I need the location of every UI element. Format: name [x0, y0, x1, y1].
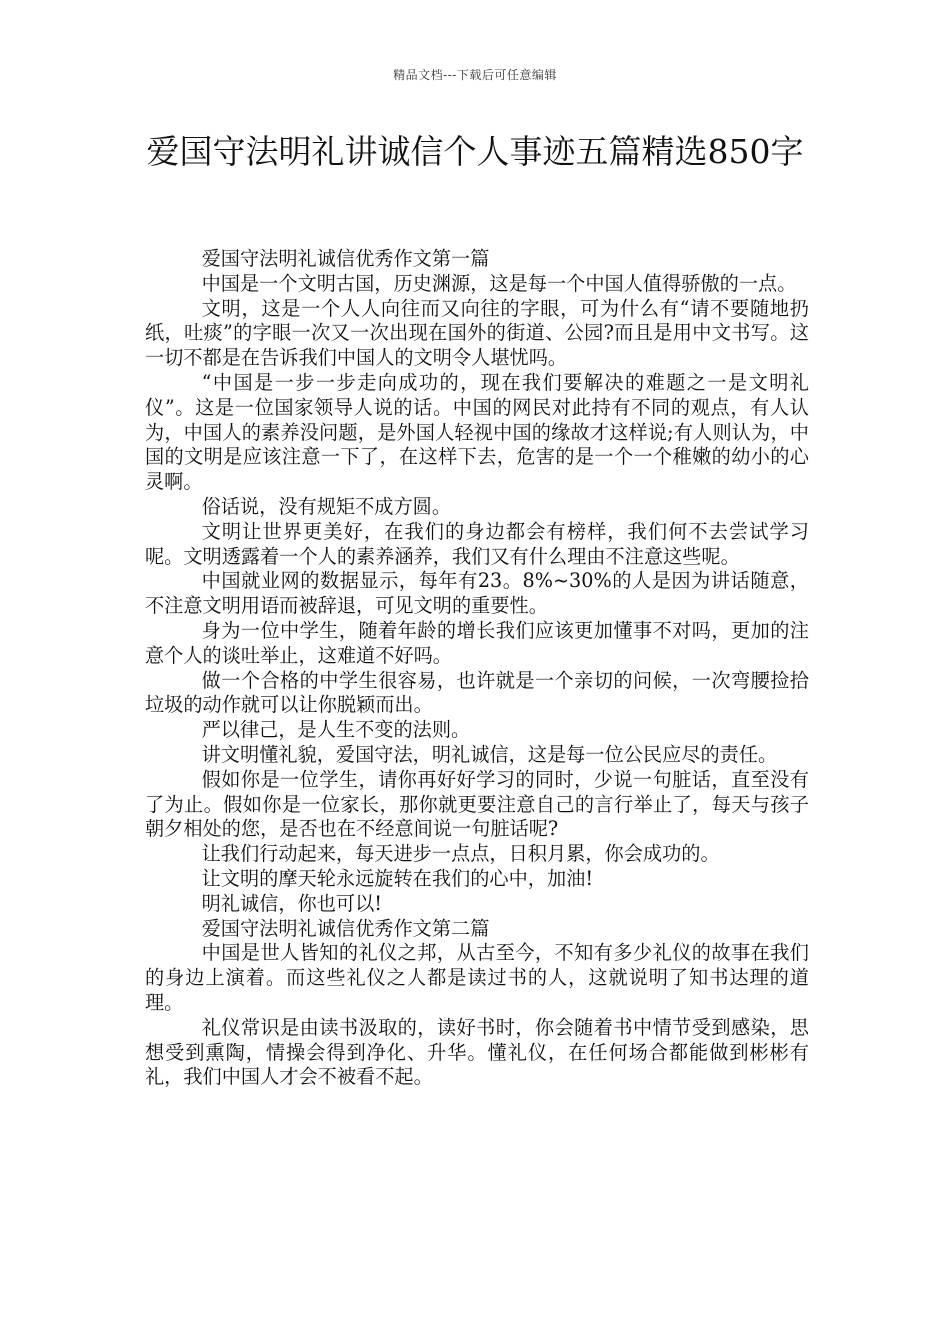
- paragraph: 中国是世人皆知的礼仪之邦，从古至今，不知有多少礼仪的故事在我们的身边上演着。而这些礼仪之人都是读过书的人，这就说明了知书达理的道理。: [145, 941, 809, 1014]
- page-header-note: 精品文档---下载后可任意编辑: [393, 68, 557, 82]
- paragraph: 做一个合格的中学生很容易，也许就是一个亲切的问候，一次弯腰捡拾垃圾的动作就可以让你脱颖而出。: [145, 668, 809, 717]
- paragraph: 让我们行动起来，每天进步一点点，日积月累，你会成功的。: [201, 842, 720, 866]
- paragraph: 中国就业网的数据显示，每年有23。8%~30%的人是因为讲话随意，不注意文明用语而被辞退，可见文明的重要性。: [145, 569, 809, 618]
- paragraph: 假如你是一位学生，请你再好好学习的同时，少说一句脏话，直至没有了为止。假如你是一位家长，那你就更要注意自己的言行举止了，每天与孩子朝夕相处的您，是否也在不经意间说一句脏话呢?: [145, 767, 809, 841]
- paragraph: “中国是一步一步走向成功的，现在我们要解决的难题之一是文明礼仪”。这是一位国家领导人说的话。中国的网民对此持有不同的观点，有人认为，中国人的素养没问题，是外国人轻视中国的缘故才这样说;有人则认为，中国的文明是应该注意一下了，在这样下去，危害的是一个一个稚嫩的幼小的心灵啊。: [145, 370, 809, 494]
- document-body: [145, 247, 809, 1090]
- section-heading-2: 爱国守法明礼诚信优秀作文第二篇: [201, 916, 490, 940]
- paragraph: 明礼诚信，你也可以!: [201, 891, 383, 915]
- paragraph: 文明让世界更美好，在我们的身边都会有榜样，我们何不去尝试学习呢。文明透露着一个人的素养涵养，我们又有什么理由不注意这些呢。: [145, 519, 809, 568]
- paragraph: 让文明的摩天轮永远旋转在我们的心中，加油!: [201, 866, 594, 890]
- section-heading-1: 爱国守法明礼诚信优秀作文第一篇: [201, 247, 490, 270]
- paragraph: 俗话说，没有规矩不成方圆。: [201, 494, 452, 518]
- paragraph: 身为一位中学生，随着年龄的增长我们应该更加懂事不对吗，更加的注意个人的谈吐举止，这难道不好吗。: [145, 618, 809, 667]
- paragraph: 讲文明懂礼貌，爱国守法，明礼诚信，这是每一位公民应尽的责任。: [201, 742, 778, 766]
- paragraph: 礼仪常识是由读书汲取的，读好书时，你会随着书中情节受到感染，思想受到熏陶，情操会得到净化、升华。懂礼仪，在任何场合都能做到彬彬有礼，我们中国人才会不被看不起。: [145, 1015, 809, 1089]
- paragraph: 中国是一个文明古国，历史渊源，这是每一个中国人值得骄傲的一点。: [201, 271, 797, 295]
- paragraph: 严以律己，是人生不变的法则。: [201, 718, 471, 742]
- paragraph: 文明，这是一个人人向往而又向往的字眼，可为什么有“请不要随地扔纸，吐痰”的字眼一次又一次出现在国外的街道、公园?而且是用中文书写。这一切不都是在告诉我们中国人的文明令人堪忧吗。: [145, 296, 809, 370]
- document-title: 爱国守法明礼讲诚信个人事迹五篇精选850字: [146, 132, 804, 171]
